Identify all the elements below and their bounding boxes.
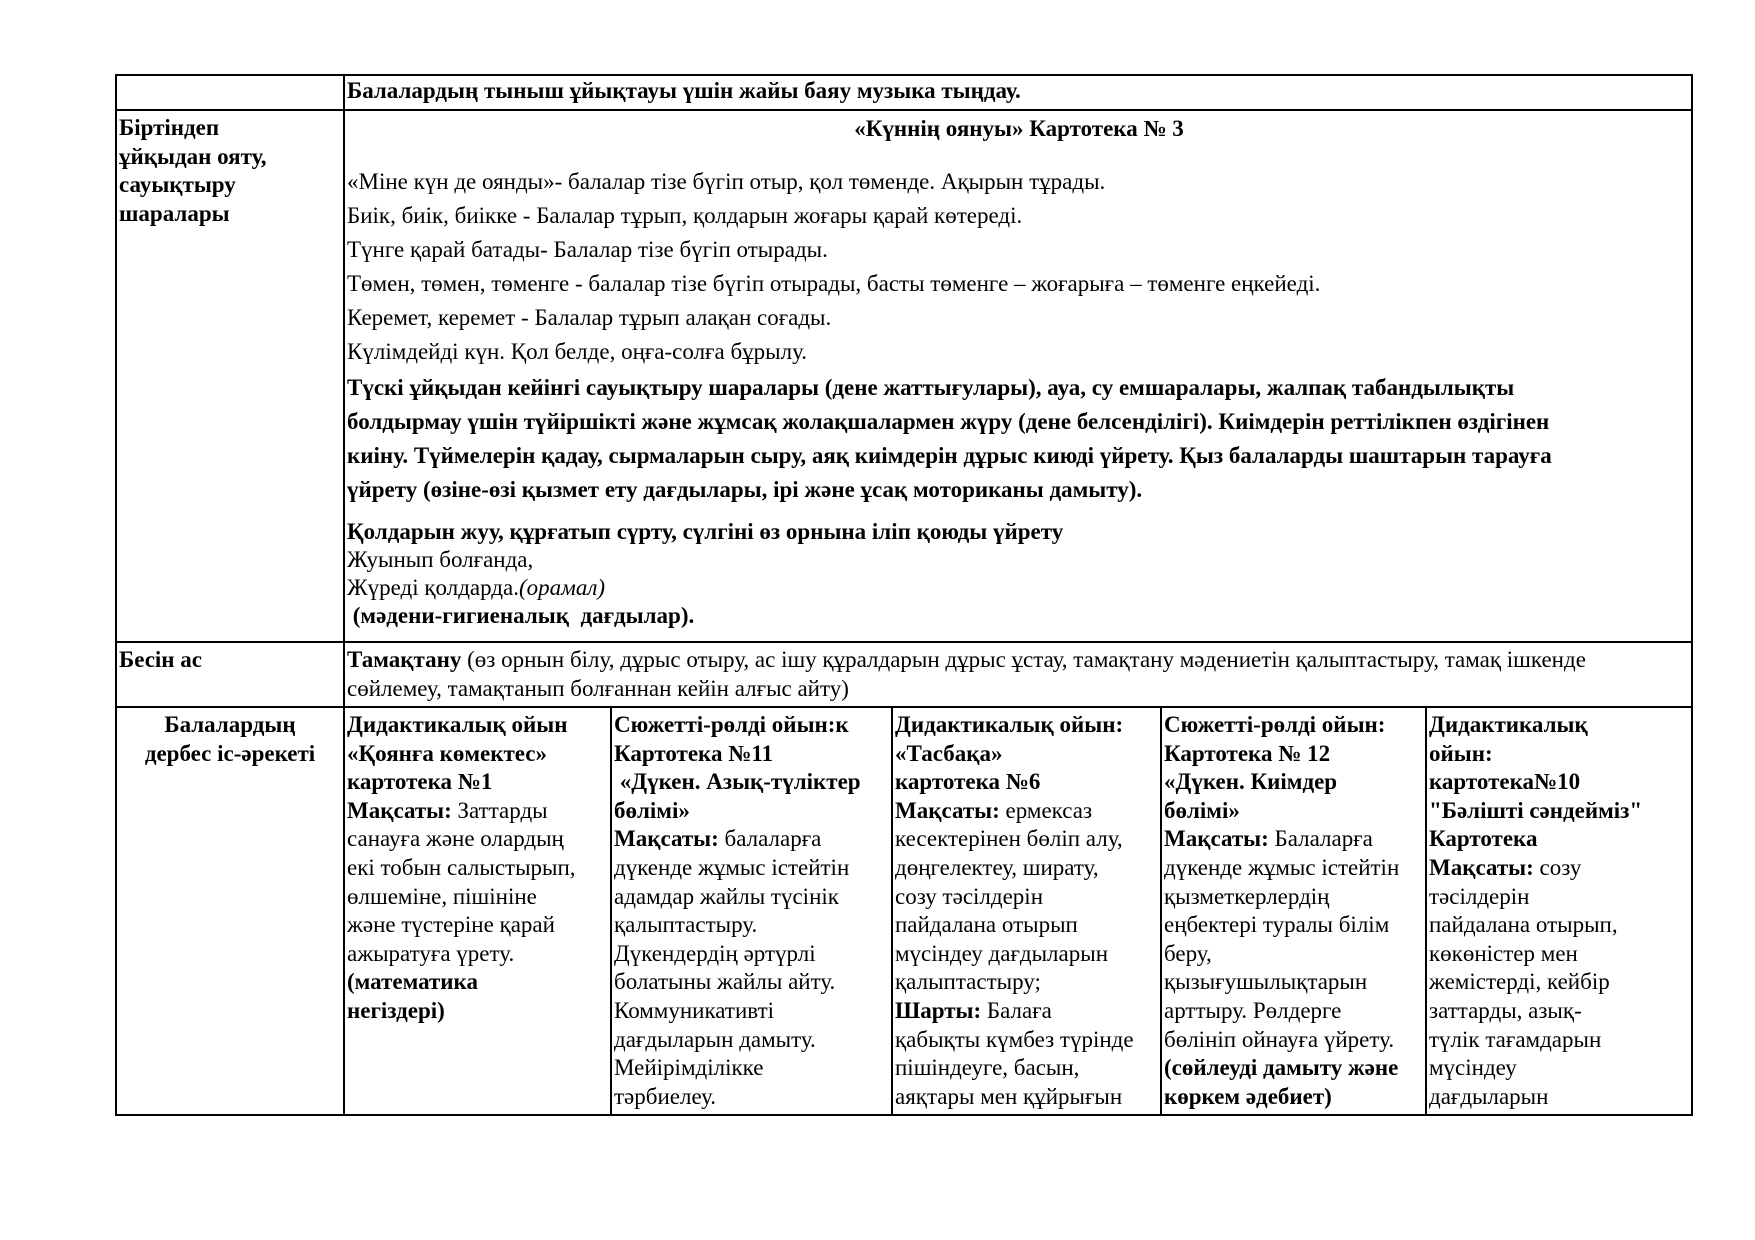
handwash-title: Қолдарын жуу, құрғатып сүрту, сүлгіні өз орнына іліп қоюды үйрету <box>347 519 1064 544</box>
poem-line: Жүреді қолдарда.(орамал) <box>347 575 606 600</box>
music-row-text: Балалардың тыныш ұйықтауы үшін жайы баяу музыка тыңдау. <box>347 78 1021 103</box>
exercise-line: Биік, биік, биікке - Балалар тұрып, қолдарын жоғары қарай көтереді. <box>347 203 1023 228</box>
activity-card-4: Сюжетті-рөлді ойын: Картотека № 12 «Дүкен. Киімдер бөлімі» Мақсаты: Балаларға дүкенде жұмыс істейтін қызметкерлердің еңбектері туралы білім беру, қызығушылықтарын арттыру. Рөлдерге бөлініп ойнауға үйрету. (сөйлеуді дамыту және көркем әдебиет) <box>1164 712 1400 1109</box>
exercise-line: «Міне күн де оянды»- балалар тізе бүгіп отыр, қол төменде. Ақырын тұрады. <box>347 169 1106 194</box>
column-divider <box>891 706 893 1114</box>
wakeup-row-label: Біртіндеп ұйқыдан ояту, сауықтыру шаралары <box>119 115 267 226</box>
snack-row-label: Бесін ас <box>119 647 203 672</box>
column-divider <box>343 76 345 1114</box>
card-title: «Күннің оянуы» Картотека № 3 <box>854 116 1184 141</box>
activity-card-5: Дидактикалық ойын: картотека№10 "Бәлішті сәндейміз" Картотека Мақсаты: созу тәсілдерін пайдалана отырып, көкөністер мен жемістерді, кейбір заттарды, азық- түлік тағамдарын мүсіндеу дағдыларын <box>1429 712 1643 1109</box>
poem-line: Жуынып болғанда, <box>347 547 534 572</box>
row-divider <box>117 706 1691 708</box>
schedule-table <box>115 74 1693 1116</box>
column-divider <box>1425 706 1427 1114</box>
exercise-line: Төмен, төмен, төменге - балалар тізе бүгіп отырады, басты төменге – жоғарыға – төменге еңкейеді. <box>347 271 1321 296</box>
health-paragraph: Түскі ұйқыдан кейінгі сауықтыру шаралары (дене жаттығулары), ауа, су емшаралары, жалпақ табандылықты болдырмау үшін түйіршікті және жұмсақ жолақшалармен жүру (дене белсенділігі). Киімдерін реттілікпен өздігінен киіну. Түймелерін қадау, сырмаларын сыру, аяқ киімдерін дұрыс киюді үйрету. Қыз балаларды шаштарын тарауға үйрету (өзіне-өзі қызмет ету дағдылары, ірі және ұсақ моториканы дамыту). <box>347 375 1552 502</box>
skill-note: (мәдени-гигиеналық дағдылар). <box>347 603 695 628</box>
exercise-line: Күлімдейді күн. Қол белде, оңға-солға бұрылу. <box>347 339 808 364</box>
row-divider <box>117 109 1691 111</box>
exercise-line: Түнге қарай батады- Балалар тізе бүгіп отырады. <box>347 237 828 262</box>
snack-row-content: Тамақтану (өз орнын білу, дұрыс отыру, ас ішу құралдарын дұрыс ұстау, тамақтану мәдениетін қалыптастыру, тамақ ішкенде сөйлемеу, тамақтанып болғаннан кейін алғыс айту) <box>347 647 1586 701</box>
wakeup-row-content <box>347 114 1691 639</box>
activity-card-2: Сюжетті-рөлді ойын:к Картотека №11 «Дүкен. Азық-түліктер бөлімі» Мақсаты: балаларға дүкенде жұмыс істейтін адамдар жайлы түсінік қалыптастыру. Дүкендердің әртүрлі болатыны жайлы айту. Коммуникативті дағдыларын дамыту. Мейірімділікке тәрбиелеу. <box>614 712 861 1109</box>
activity-card-3: Дидактикалық ойын: «Тасбақа» картотека №6 Мақсаты: ермексаз кесектерінен бөліп алу, дөңгелектеу, ширату, созу тәсілдерін пайдалана отырып мүсіндеу дағдыларын қалыптастыру; Шарты: Балаға қабықты күмбез түрінде пішіндеуге, басын, аяқтары мен құйрығын <box>895 712 1134 1109</box>
exercise-line: Керемет, керемет - Балалар тұрып алақан соғады. <box>347 305 832 330</box>
independent-activity-label: Балалардың дербес іс-әрекеті <box>144 712 316 766</box>
row-divider <box>117 641 1691 643</box>
column-divider <box>610 706 612 1114</box>
column-divider <box>1160 706 1162 1114</box>
activity-card-1: Дидактикалық ойын «Қоянға көмектес» картотека №1 Мақсаты: Заттарды санауға және олардың екі тобын салыстырып, өлшеміне, пішініне және түстеріне қарай ажыратуға үрету. (математика негіздері) <box>347 712 576 1023</box>
